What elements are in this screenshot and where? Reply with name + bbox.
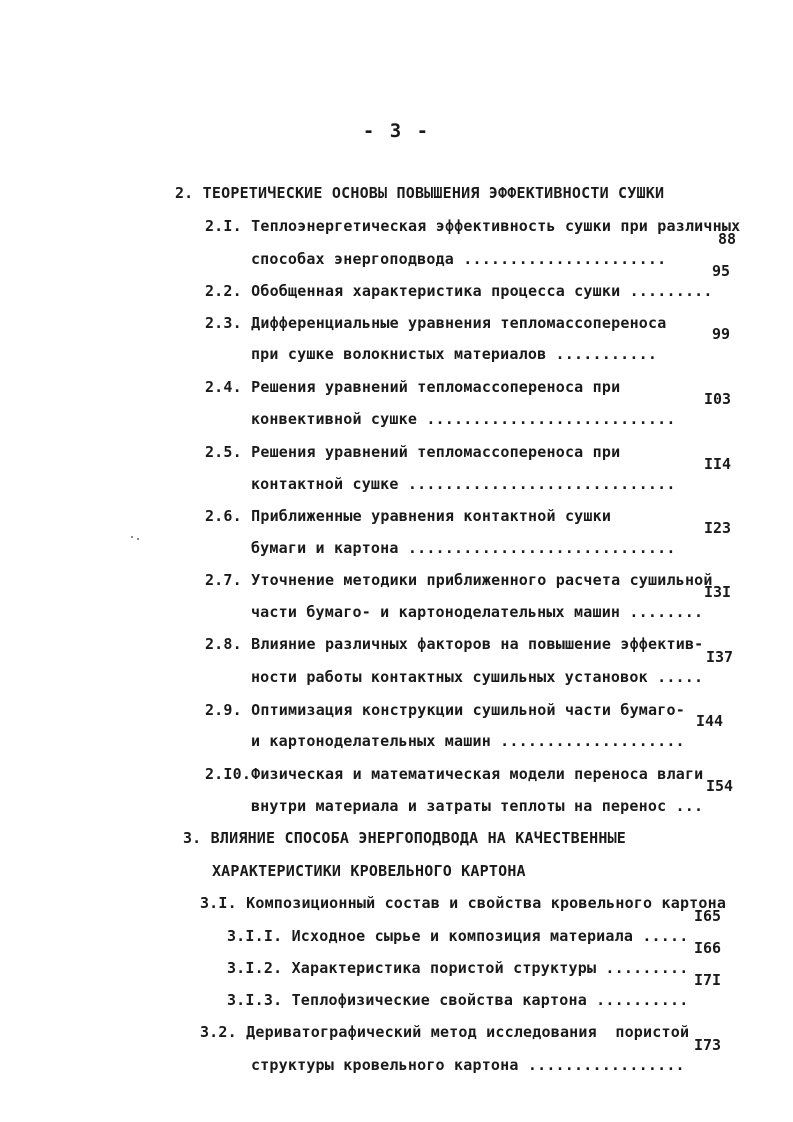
toc-title: Дифференциальные уравнения тепломассопереноса bbox=[251, 314, 667, 332]
scan-speck bbox=[131, 536, 133, 538]
toc-page-2-4: I03 bbox=[704, 390, 732, 408]
toc-page-3-2: I73 bbox=[694, 1036, 722, 1054]
toc-title: Физическая и математическая модели переноса влаги bbox=[251, 765, 704, 783]
toc-title: ХАРАКТЕРИСТИКИ КРОВЕЛЬНОГО КАРТОНА bbox=[211, 862, 526, 880]
toc-number: 3.2. bbox=[199, 1023, 237, 1041]
toc-title: Оптимизация конструкции сушильной части бумаго- bbox=[251, 701, 685, 719]
toc-number: 2.6. bbox=[204, 507, 242, 525]
toc-entry-3-2-cont bbox=[214, 1035, 685, 1095]
toc-number: 3.I. bbox=[199, 894, 237, 912]
toc-number: 2.4. bbox=[204, 378, 242, 396]
toc-title: ТЕОРЕТИЧЕСКИЕ ОСНОВЫ ПОВЫШЕНИЯ ЭФФЕКТИВНОСТИ СУШКИ bbox=[202, 184, 665, 202]
toc-number: 2.I. bbox=[204, 217, 242, 235]
toc-title: бумаги и картона ............................. bbox=[250, 539, 676, 557]
toc-title: внутри материала и затраты теплоты на перенос ... bbox=[250, 797, 704, 815]
toc-page-2-1: 88 bbox=[718, 230, 737, 248]
toc-number: 2.8. bbox=[204, 635, 242, 653]
toc-title: Теплоэнергетическая эффективность сушки при различных bbox=[251, 217, 741, 235]
toc-number: 2.I0. bbox=[204, 765, 252, 783]
toc-title: при сушке волокнистых материалов ........... bbox=[250, 345, 658, 363]
toc-number: 3. bbox=[182, 829, 202, 847]
toc-page-2-5: II4 bbox=[704, 455, 732, 473]
toc-page-2-10: I54 bbox=[706, 777, 734, 795]
toc-number: 2.2. bbox=[204, 282, 242, 300]
toc-title: ВЛИЯНИЕ СПОСОБА ЭНЕРГОПОДВОДА НА КАЧЕСТВЕННЫЕ bbox=[210, 829, 627, 847]
toc-page-2-6: I23 bbox=[704, 519, 732, 537]
toc-page-2-8: I37 bbox=[706, 648, 734, 666]
toc-title: контактной сушке ............................. bbox=[250, 475, 676, 493]
toc-page-2-3: 99 bbox=[712, 325, 731, 343]
toc-title: Решения уравнений тепломассопереноса при bbox=[251, 378, 621, 396]
toc-page-2-2: 95 bbox=[712, 262, 731, 280]
toc-number: 2.7. bbox=[204, 571, 242, 589]
toc-title: конвективной сушке ........................... bbox=[250, 410, 676, 428]
toc-title: Влияние различных факторов на повышение эффектив- bbox=[251, 635, 704, 653]
toc-title: Характеристика пористой структуры ......... bbox=[291, 959, 689, 977]
toc-title: части бумаго- и картоноделательных машин ........ bbox=[250, 603, 704, 621]
toc-title: и картоноделательных машин .................... bbox=[250, 732, 685, 750]
toc-title: Уточнение методики приближенного расчета сушильной bbox=[251, 571, 713, 589]
toc-title: ности работы контактных сушильных установок ..... bbox=[250, 668, 704, 686]
toc-title: Исходное сырье и композиция материала ..... bbox=[291, 927, 689, 945]
toc-title: способах энергоподвода ...................... bbox=[250, 250, 667, 268]
toc-number: 3.I.2. bbox=[226, 959, 283, 977]
toc-number: 2.9. bbox=[204, 701, 242, 719]
toc-number: 3.I.3. bbox=[226, 991, 283, 1009]
toc-title: Приближенные уравнения контактной сушки bbox=[251, 507, 612, 525]
toc-title: Решения уравнений тепломассопереноса при bbox=[251, 443, 621, 461]
toc-title: Композиционный состав и свойства кровельного картона bbox=[246, 894, 727, 912]
toc-page-3-1-1: I65 bbox=[694, 907, 722, 925]
toc-page-3-1-2: I66 bbox=[694, 939, 722, 957]
toc-title: структуры кровельного картона ................. bbox=[250, 1056, 685, 1074]
toc-page-3-1-3: I7I bbox=[694, 971, 722, 989]
toc-page-2-7: I3I bbox=[704, 583, 732, 601]
toc-page-2-9: I44 bbox=[696, 712, 724, 730]
toc-title: Дериватографический метод исследования пористой bbox=[246, 1023, 690, 1041]
toc-number: 2.3. bbox=[204, 314, 242, 332]
page-number: - 3 - bbox=[362, 120, 431, 142]
scan-speck bbox=[137, 538, 139, 540]
toc-number: 3.I.I. bbox=[226, 927, 283, 945]
toc-number: 2. bbox=[174, 184, 194, 202]
toc-title: Обобщенная характеристика процесса сушки ......... bbox=[251, 282, 713, 300]
toc-title: Теплофизические свойства картона .......... bbox=[291, 991, 689, 1009]
toc-number: 2.5. bbox=[204, 443, 242, 461]
